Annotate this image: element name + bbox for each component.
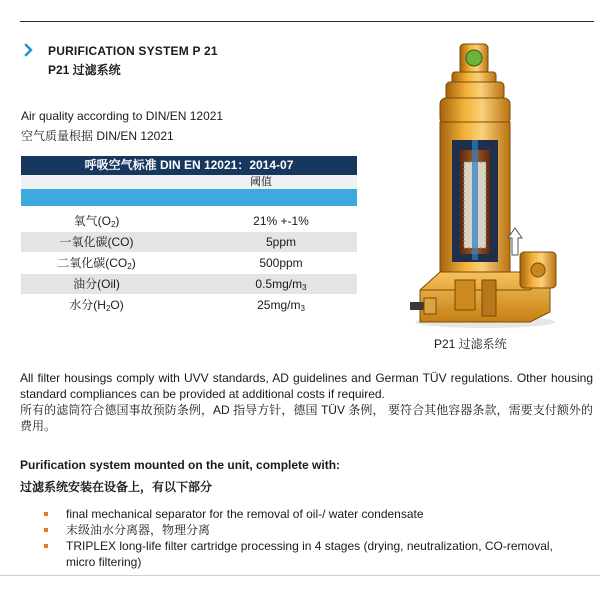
list-item: TRIPLEX long-life filter cartridge processing in 4 stages (drying, neutralization, CO-removal, micro filtering) bbox=[44, 538, 584, 570]
table-row bbox=[21, 274, 357, 295]
table-row bbox=[21, 295, 357, 316]
air-quality-en: Air quality according to DIN/EN 12021 bbox=[21, 109, 224, 123]
compliance-text-en: All filter housings comply with UVV standards, AD guidelines and German TÜV regulations. Other housing standard compliances can be provided at additional costs if required. bbox=[20, 371, 593, 401]
heading-title-cn: P21 过滤系统 bbox=[48, 63, 121, 77]
compliance-text-cn: 所有的滤筒符合德国事故预防条例，AD 指导方针，德国 TÜV 条例， 要符合其他容器条款，需要支付额外的费用。 bbox=[20, 403, 593, 433]
table-subheader bbox=[21, 175, 357, 189]
row-value: 5ppm bbox=[265, 235, 297, 249]
row-label: 二氧化碳(CO2) bbox=[57, 256, 136, 271]
heading-title-en: PURIFICATION SYSTEM P 21 bbox=[48, 44, 218, 58]
compliance-paragraph bbox=[20, 370, 593, 434]
row-label: 一氧化碳(CO) bbox=[59, 235, 134, 249]
table-body bbox=[21, 211, 357, 316]
top-rule bbox=[20, 21, 594, 22]
bottom-rule bbox=[0, 575, 600, 576]
row-value: 500ppm bbox=[259, 256, 303, 270]
row-label: 油分(Oil) bbox=[73, 277, 120, 291]
mounted-title-cn: 过滤系统安装在设备上，有以下部分 bbox=[20, 480, 213, 494]
table-title: 呼吸空气标准 DIN EN 12021：2014-07 bbox=[21, 156, 357, 175]
table-row bbox=[21, 253, 357, 274]
row-value: 0.5mg/m3 bbox=[255, 277, 307, 292]
row-value: 21% +-1% bbox=[253, 214, 309, 228]
row-label: 氧气(O2) bbox=[73, 214, 120, 229]
table-accent-band bbox=[21, 189, 357, 206]
row-value: 25mg/m3 bbox=[257, 298, 305, 313]
filter-housing-image bbox=[400, 40, 570, 330]
air-standard-table bbox=[21, 156, 357, 316]
chevron-right-icon bbox=[22, 43, 36, 57]
row-label: 水分(H2O) bbox=[69, 298, 124, 313]
table-value-header: 阈值 bbox=[250, 176, 272, 188]
list-item: final mechanical separator for the removal of oil-/ water condensate bbox=[44, 506, 584, 522]
figure-caption: P21 过滤系统 bbox=[434, 337, 507, 351]
mounted-title-en: Purification system mounted on the unit, complete with: bbox=[20, 458, 341, 472]
components-list bbox=[44, 506, 584, 570]
table-row bbox=[21, 211, 357, 232]
table-row bbox=[21, 232, 357, 253]
air-quality-cn: 空气质量根据 DIN/EN 12021 bbox=[21, 129, 174, 143]
list-item: 末级油水分离器，物理分离 bbox=[44, 522, 584, 538]
